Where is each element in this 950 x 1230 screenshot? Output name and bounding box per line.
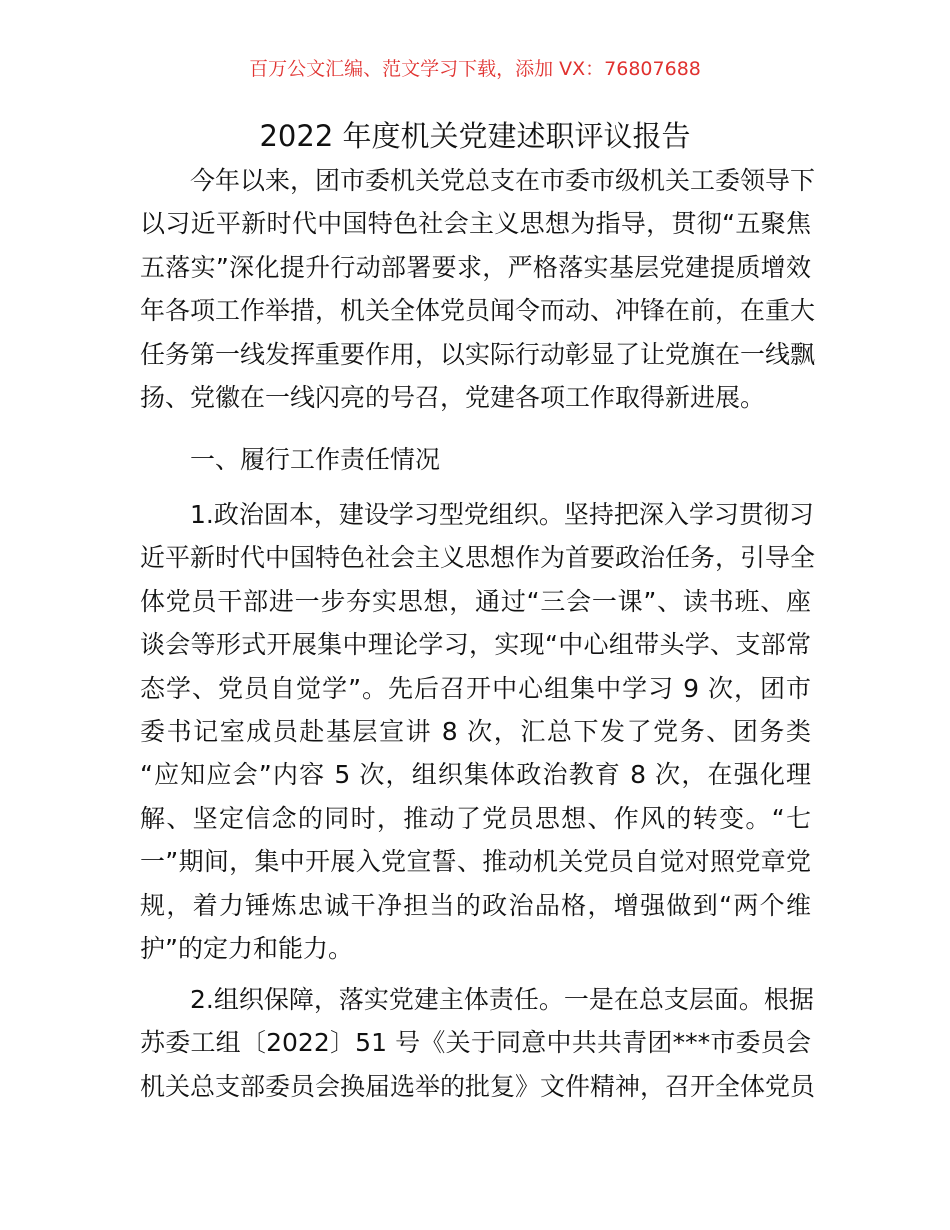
text-line: 任务第一线发挥重要作用，以实际行动彰显了让党旗在一线飘 bbox=[140, 339, 816, 369]
text-line: 今年以来，团市委机关党总支在市委市级机关工委领导下 bbox=[190, 166, 816, 195]
text-line: 规，着力锤炼忠诚干净担当的政治品格，增强做到“两个维 bbox=[140, 890, 811, 920]
text-line: 一”期间，集中开展入党宣誓、推动机关党员自觉对照党章党 bbox=[140, 847, 811, 877]
watermark-text: 百万公文汇编、范文学习下载，添加 VX：76807688 bbox=[249, 58, 701, 80]
text-line: 委书记室成员赴基层宣讲 8 次，汇总下发了党务、团务类 bbox=[140, 717, 811, 746]
text-line: 以习近平新时代中国特色社会主义思想为指导，贯彻“五聚焦 bbox=[140, 209, 811, 239]
text-line: 体党员干部进一步夯实思想，通过“三会一课”、读书班、座 bbox=[140, 586, 811, 616]
text-line: 苏委工组〔2022〕51 号《关于同意中共共青团***市委员会 bbox=[140, 1028, 811, 1058]
text-line: 态学、党员自觉学”。先后召开中心组集中学习 9 次，团市 bbox=[140, 673, 811, 703]
text-line: 五落实”深化提升行动部署要求，严格落实基层党建提质增效 bbox=[140, 252, 811, 282]
text-line: 扬、党徽在一线闪亮的号召，党建各项工作取得新进展。 bbox=[140, 383, 766, 412]
text-line: 一、履行工作责任情况 bbox=[190, 445, 441, 474]
text-line: 近平新时代中国特色社会主义思想作为首要政治任务，引导全 bbox=[140, 543, 816, 573]
document-title: 2022 年度机关党建述职评议报告 bbox=[259, 119, 691, 153]
text-line: 年各项工作举措，机关全体党员闻令而动、冲锋在前，在重大 bbox=[140, 296, 816, 326]
text-line: 护”的定力和能力。 bbox=[140, 934, 353, 963]
text-line: 解、坚定信念的同时，推动了党员思想、作风的转变。“七 bbox=[140, 803, 811, 833]
text-line: 谈会等形式开展集中理论学习，实现“中心组带头学、支部常 bbox=[140, 630, 811, 660]
text-line: 1.政治固本，建设学习型党组织。坚持把深入学习贯彻习 bbox=[190, 500, 814, 529]
text-line: “应知应会”内容 5 次，组织集体政治教育 8 次，在强化理 bbox=[140, 760, 811, 790]
text-line: 机关总支部委员会换届选举的批复》文件精神，召开全体党员 bbox=[140, 1071, 816, 1101]
text-line: 2.组织保障，落实党建主体责任。一是在总支层面。根据 bbox=[190, 985, 814, 1014]
